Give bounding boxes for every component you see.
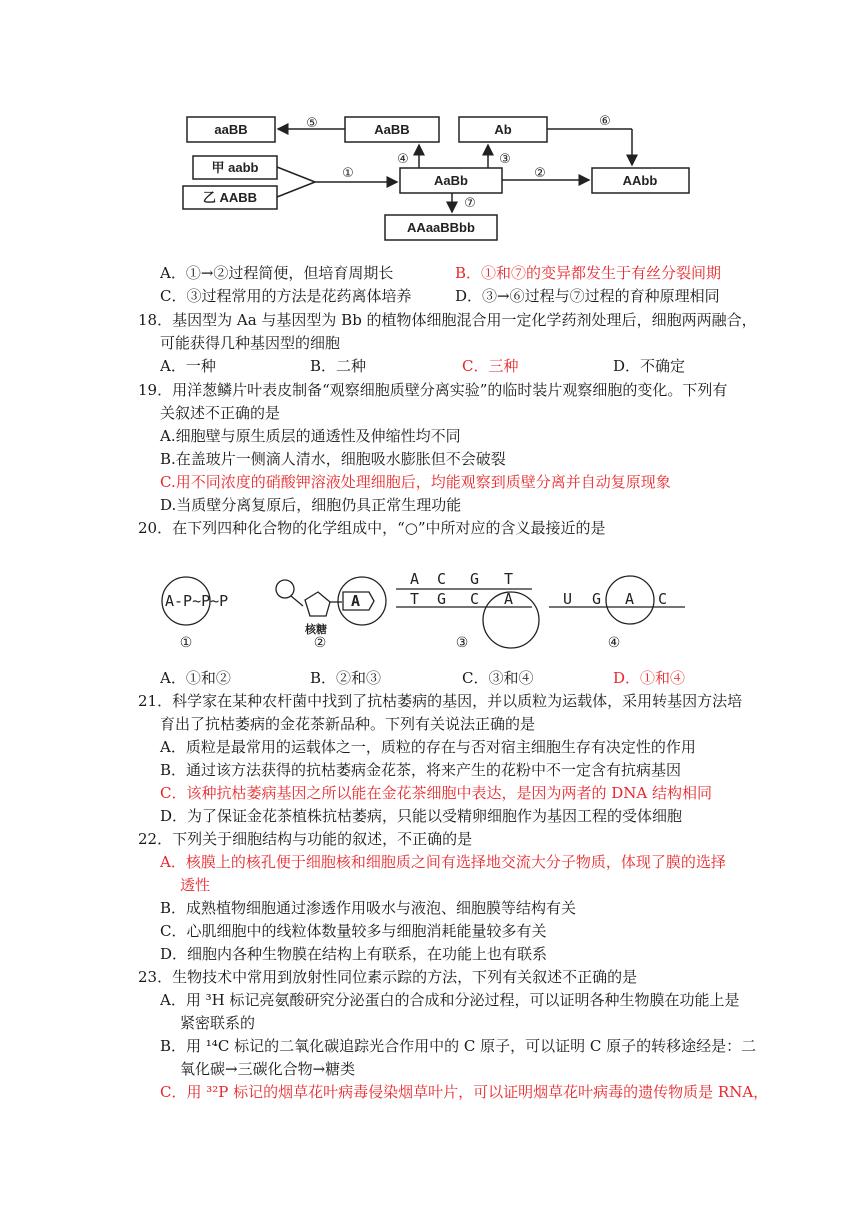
q20-option-d: D．①和④	[613, 669, 686, 687]
q22-option-b: B．成熟植物细胞通过渗透作用吸水与液泡、细胞膜等结构有关	[160, 899, 577, 917]
q19-stem: 19．用洋葱鳞片叶表皮制备“观察细胞质壁分离实验”的临时装片观察细胞的变化。下列有	[138, 381, 728, 399]
step-3: ③	[499, 152, 511, 167]
q20-option-a: A．①和②	[160, 669, 231, 687]
q21-stem: 21．科学家在某种农杆菌中找到了抗枯萎病的基因，并以质粒为运载体，采用转基因方法培	[138, 692, 743, 710]
q23-option-a: A．用 ³H 标记亮氨酸研究分泌蛋白的合成和分泌过程，可以证明各种生物膜在功能上是	[160, 991, 740, 1009]
fig3-bot-4: A	[504, 590, 514, 608]
label-AaBb: AaBb	[434, 173, 468, 188]
fig2-label: ②	[313, 635, 327, 651]
fig2-sugar-pentagon	[305, 592, 330, 616]
fig4-label: ④	[607, 635, 621, 651]
q19-option-b: B.在盖玻片一侧滴人清水，细胞吸水膨胀但不会破裂	[160, 450, 506, 468]
q19-stem-cont: 关叙述不正确的是	[160, 404, 281, 422]
label-AAaaBBbb: AAaaBBbb	[407, 220, 475, 235]
q21-option-b: B．通过该方法获得的抗枯萎病金花茶，将来产生的花粉中不一定含有抗病基因	[160, 761, 682, 779]
q23-option-a-cont: 紧密联系的	[180, 1014, 256, 1032]
q21-stem-cont: 育出了抗枯萎病的金花茶新品种。下列有关说法正确的是	[160, 715, 536, 733]
q18-option-a: A．一种	[160, 357, 216, 375]
q22-option-a: A．核膜上的核孔便于细胞核和细胞质之间有选择地交流大分子物质，体现了膜的选择	[160, 853, 726, 871]
q20-option-b: B．②和③	[310, 669, 382, 687]
fig2-circle	[338, 577, 386, 625]
fig3-label: ③	[455, 635, 469, 651]
q19-option-c: C.用不同浓度的硝酸钾溶液处理细胞后，均能观察到质壁分离并自动复原现象	[160, 473, 671, 491]
step-6: ⑥	[599, 114, 611, 129]
q19-option-d: D.当质壁分离复原后，细胞仍具正常生理功能	[160, 496, 462, 514]
fig1-text: A-P~P~P	[165, 592, 229, 610]
label-AaBB: AaBB	[374, 122, 410, 137]
q23-option-b-cont: 氧化碳→三碳化合物→糖类	[180, 1060, 356, 1078]
step-1: ①	[342, 166, 354, 181]
label-AAbb: AAbb	[622, 173, 658, 188]
fig2-sugar-label: 核糖	[305, 623, 327, 636]
fig3-bot-1: T	[410, 590, 420, 608]
label-jia: 甲 aabb	[211, 160, 259, 175]
q22-option-a-cont: 透性	[180, 876, 211, 894]
q18-option-b: B．二种	[310, 357, 367, 375]
fig4-base-4: C	[658, 590, 668, 608]
step-7: ⑦	[464, 196, 476, 211]
q23-stem: 23．生物技术中常用到放射性同位素示踪的方法，下列有关叙述不正确的是	[138, 968, 638, 986]
fig3-bot-3: C	[470, 590, 480, 608]
step-5: ⑤	[306, 116, 318, 131]
fig3-top-2: C	[437, 570, 447, 588]
fig4-base-1: U	[563, 590, 573, 608]
fig1-label: ①	[179, 635, 193, 651]
label-yi: 乙 AABB	[202, 190, 258, 205]
q22-option-c: C．心肌细胞中的线粒体数量较多与细胞消耗能量较多有关	[160, 922, 547, 940]
fig3-top-4: T	[504, 570, 514, 588]
q22-option-d: D．细胞内各种生物膜在结构上有联系，在功能上也有联系	[160, 945, 548, 963]
q21-option-d: D．为了保证金花茶植株抗枯萎病，只能以受精卵细胞作为基因工程的受体细胞	[160, 807, 683, 825]
q21-option-c: C．该种抗枯萎病基因之所以能在金花茶细胞中表达，是因为两者的 DNA 结构相同	[160, 784, 713, 802]
q17-option-a: A．①→②过程简便，但培育周期长	[160, 264, 394, 282]
q18-stem-cont: 可能获得几种基因型的细胞	[160, 334, 341, 352]
fig3-bot-2: G	[437, 590, 447, 608]
q17-option-b: B．①和⑦的变异都发生于有丝分裂间期	[455, 264, 722, 282]
label-aaBB: aaBB	[214, 122, 248, 137]
q23-option-c: C．用 ³²P 标记的烟草花叶病毒侵染烟草叶片，可以证明烟草花叶病毒的遗传物质是 RNA，	[160, 1083, 769, 1101]
q19-option-a: A.细胞壁与原生质层的通透性及伸缩性均不同	[160, 427, 461, 445]
q23-option-b: B．用 ¹⁴C 标记的二氧化碳追踪光合作用中的 C 原子，可以证明 C 原子的转移途经是：二	[160, 1037, 757, 1055]
fig2-base: A	[351, 592, 361, 610]
fig4-base-2: G	[592, 590, 602, 608]
q20-stem: 20．在下列四种化合物的化学组成中，“○”中所对应的含义最接近的是	[138, 519, 606, 537]
fig2-phosphate-circle	[276, 580, 294, 598]
q18-stem: 18．基因型为 Aa 与基因型为 Bb 的植物体细胞混合用一定化学药剂处理后，细胞两两融合，	[138, 311, 757, 329]
label-Ab: Ab	[494, 122, 512, 137]
step-2: ②	[534, 166, 546, 181]
fig3-top-1: A	[410, 570, 420, 588]
q20-option-c: C．③和④	[462, 669, 534, 687]
q18-option-c: C．三种	[462, 357, 519, 375]
q21-option-a: A．质粒是最常用的运载体之一，质粒的存在与否对宿主细胞生存有决定性的作用	[160, 738, 696, 756]
fig3-top-3: G	[470, 570, 480, 588]
step-4: ④	[397, 152, 409, 167]
fig4-base-3: A	[625, 590, 635, 608]
q17-option-d: D．③→⑥过程与⑦过程的育种原理相同	[455, 287, 720, 305]
q22-stem: 22．下列关于细胞结构与功能的叙述，不正确的是	[138, 830, 473, 848]
q17-option-c: C．③过程常用的方法是花药离体培养	[160, 287, 412, 305]
q18-option-d: D．不确定	[613, 357, 686, 375]
